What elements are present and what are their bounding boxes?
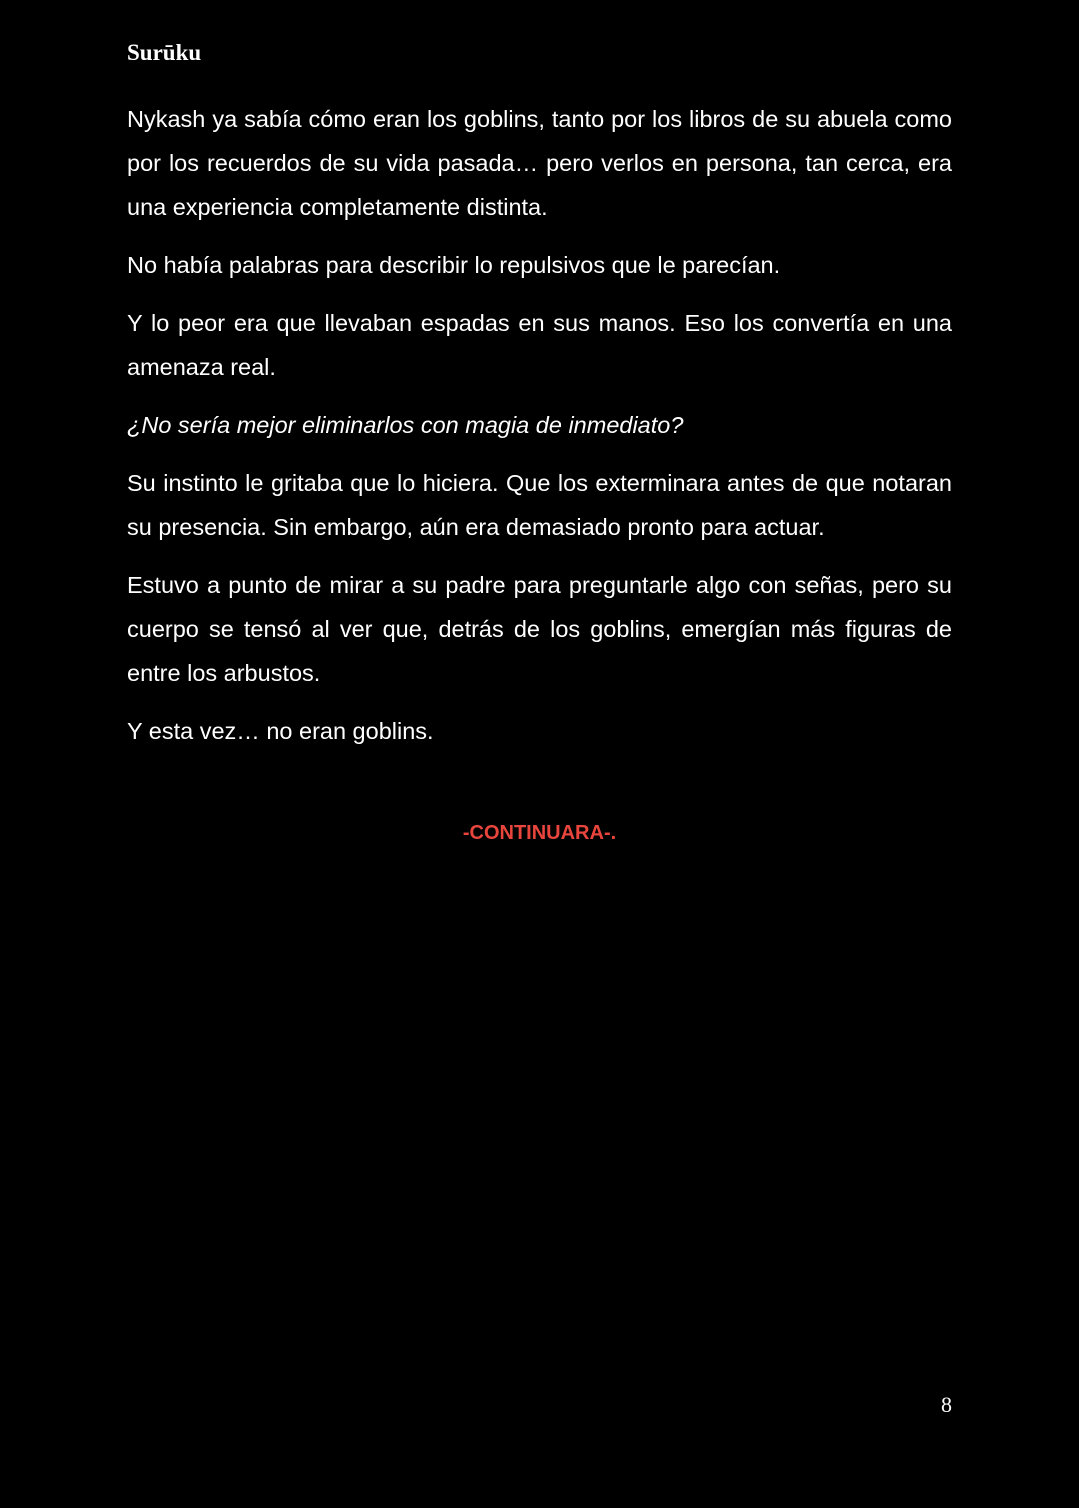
paragraph: No había palabras para describir lo repulsivos que le parecían. — [127, 252, 781, 278]
paragraph: Su instinto le gritaba que lo hiciera. Que los exterminara antes de que notaran su presencia. Sin embargo, aún era demasiado pronto para actuar. — [127, 470, 952, 540]
paragraph-italic-thought: ¿No sería mejor eliminarlos con magia de inmediato? — [127, 412, 684, 438]
book-title: Surūku — [127, 40, 202, 65]
to-be-continued-label: -CONTINUARA-. — [462, 822, 617, 844]
paragraph: Y lo peor era que llevaban espadas en sus manos. Eso los convertía en una amenaza real. — [127, 310, 952, 380]
paragraph: Y esta vez… no eran goblins. — [127, 718, 434, 744]
paragraph: Nykash ya sabía cómo eran los goblins, tanto por los libros de su abuela como por los recuerdos de su vida pasada… pero verlos en persona, tan cerca, era una experiencia completamente distinta. — [127, 106, 952, 220]
paragraph: Estuvo a punto de mirar a su padre para preguntarle algo con señas, pero su cuerpo se tensó al ver que, detrás de los goblins, emergían más figuras de entre los arbustos. — [127, 572, 952, 686]
page-number: 8 — [941, 1392, 952, 1417]
chapter-body — [127, 97, 952, 767]
